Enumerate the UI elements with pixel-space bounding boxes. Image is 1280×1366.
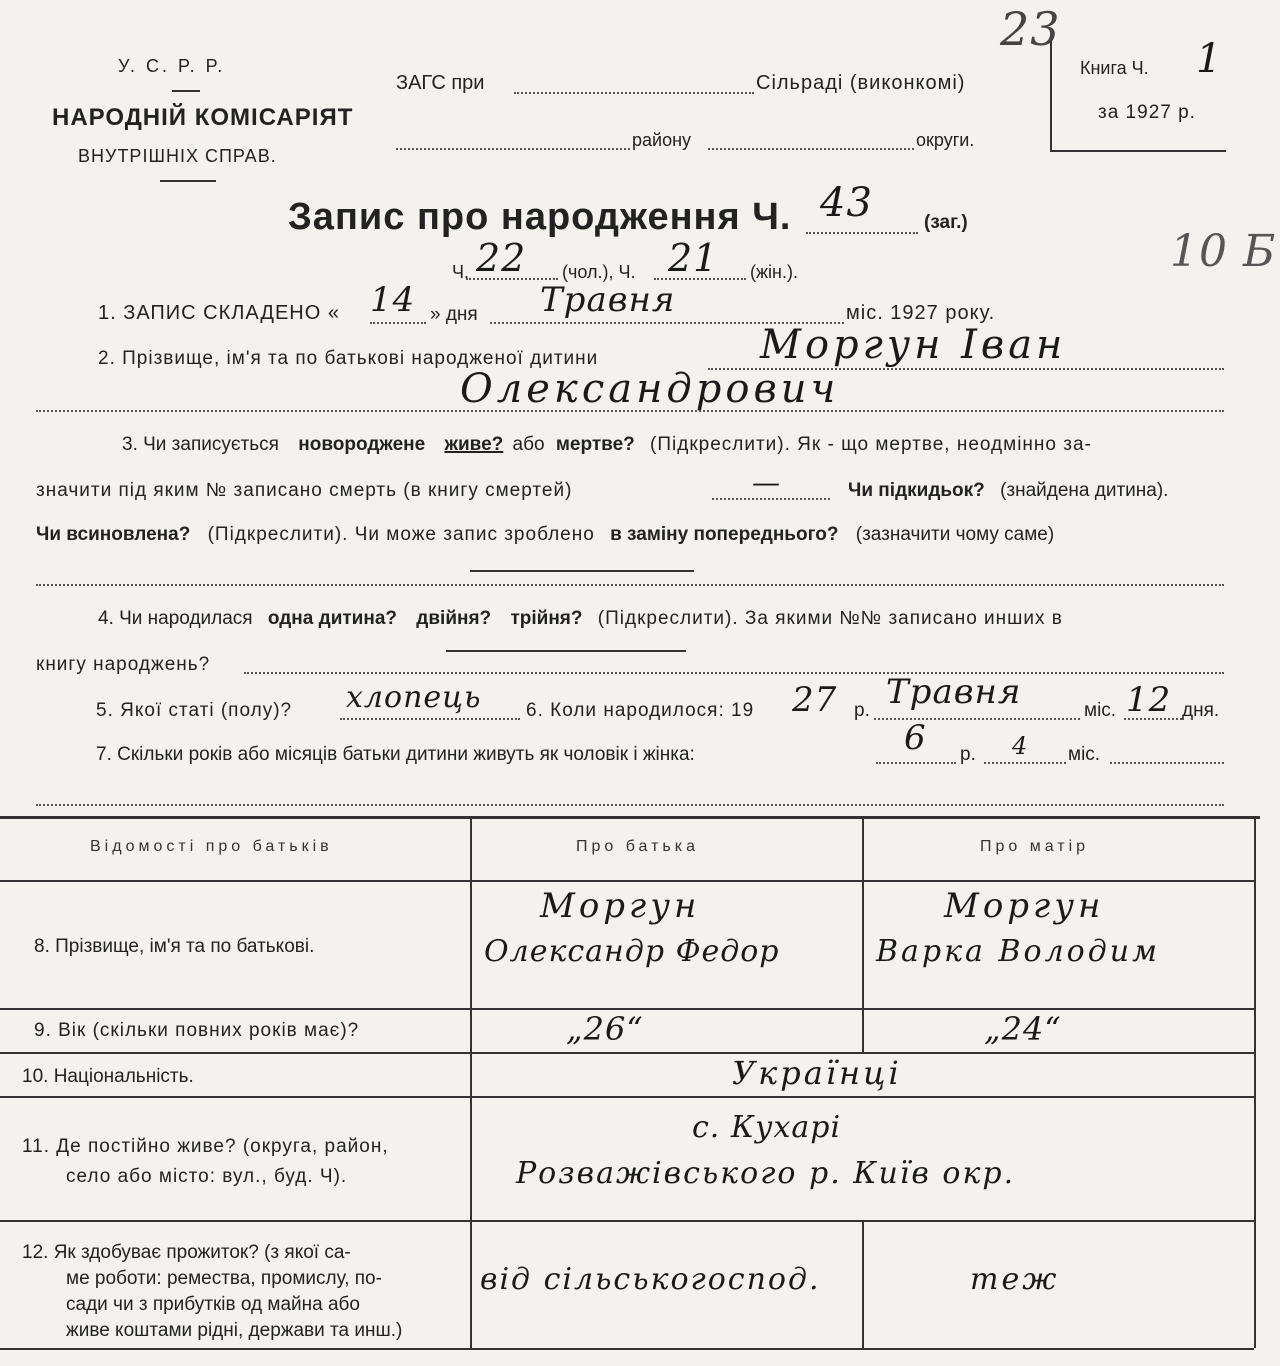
- nationality: Українці: [732, 1054, 902, 1092]
- item-3-replacement-q: (Підкреслити). Чи може запис зроблено: [207, 524, 595, 545]
- divider: [172, 90, 200, 92]
- book-label: Книга Ч.: [1080, 58, 1149, 78]
- row-8-label: 8. Прізвище, ім'я та по батькові.: [34, 936, 315, 957]
- item-5-line: [340, 718, 520, 720]
- commissariat-title: НАРОДНІЙ КОМІСАРІЯТ: [52, 104, 354, 131]
- row-11-label-2: село або місто: вул., буд. Ч).: [66, 1166, 348, 1187]
- item-7-end-line: [1110, 762, 1224, 764]
- row-11-label-1: 11. Де постійно живе? (округа, район,: [22, 1136, 389, 1157]
- row-10-bottom: [0, 1096, 1254, 1098]
- book-box-border: [1050, 150, 1226, 152]
- item-1-month: Травня: [540, 280, 676, 320]
- total-suffix: (заг.): [924, 212, 968, 233]
- child-name-line-2: Олександрович: [460, 366, 840, 412]
- item-3-q-a: 3. Чи записується: [122, 434, 279, 455]
- item-4-line: [244, 672, 1224, 674]
- item-3-line-1: [122, 434, 1092, 456]
- item-3-replacement: в заміну попереднього?: [610, 524, 839, 545]
- row-12-label-1: 12. Як здобуває прожиток? (з якої са-: [22, 1242, 351, 1263]
- item-3-dead: мертве?: [555, 434, 635, 455]
- item-3-line-2-end: [848, 480, 1168, 502]
- child-name-line-1: Моргун Іван: [760, 322, 1067, 368]
- zags-line: [514, 92, 754, 94]
- item-3-reason: (зазначити чому саме): [855, 524, 1055, 545]
- col-divider-1: [470, 816, 472, 1348]
- col-divider-2a: [862, 816, 864, 1052]
- father-occupation: від сільськогоспод.: [480, 1262, 821, 1297]
- row-10-label: 10. Національність.: [22, 1066, 194, 1087]
- year-label: за 1927 р.: [1098, 102, 1196, 123]
- book-box-border: [1050, 40, 1052, 150]
- divider: [160, 180, 216, 182]
- col-divider-2b: [862, 1220, 864, 1348]
- department-label: ВНУТРІШНІХ СПРАВ.: [78, 146, 277, 166]
- item-7-blank-line: [36, 804, 1224, 806]
- item-3-instruction: (Підкреслити). Як - що мертве, неодмінно за-: [650, 434, 1092, 455]
- book-number: 1: [1196, 36, 1223, 82]
- district-label: району: [632, 130, 692, 150]
- female-number: 21: [668, 236, 719, 280]
- item-1-day-line: [370, 322, 426, 324]
- item-4-line-2: книгу народжень?: [36, 654, 211, 675]
- item-5-label: 5. Якої статі (полу)?: [96, 700, 293, 721]
- item-3-alive: живе?: [444, 434, 504, 455]
- item-1-label: 1. ЗАПИС СКЛАДЕНО «: [98, 302, 340, 324]
- item-4-q: 4. Чи народилася: [98, 608, 253, 629]
- total-number: 43: [820, 180, 873, 226]
- header-mother: Про матір: [980, 838, 1090, 855]
- village-council-label: Сільраді (виконкомі): [756, 72, 966, 94]
- total-number-line: [806, 232, 918, 234]
- item-7-months-line: [984, 762, 1066, 764]
- item-4-twins: двійня?: [416, 608, 492, 629]
- zags-label: ЗАГС при: [396, 72, 485, 94]
- okruha-label: округи.: [916, 130, 975, 150]
- birth-month: Травня: [886, 672, 1022, 712]
- row-12-label-4: живе коштами рідні, держави та инш.): [66, 1320, 403, 1341]
- item-7-r: р.: [960, 744, 976, 765]
- item-4-others: (Підкреслити). За якими №№ записано инших в: [597, 608, 1063, 629]
- item-3-foundling: Чи підкидьок?: [848, 480, 985, 501]
- handwritten-dash: [470, 570, 694, 572]
- row-11-bottom: [0, 1220, 1254, 1222]
- item-6-r: р.: [854, 700, 870, 721]
- mother-name: Варка Володим: [876, 934, 1160, 969]
- header-father: Про батька: [576, 838, 699, 855]
- item-3-death-value: —: [752, 466, 781, 499]
- mother-surname: Моргун: [944, 886, 1105, 926]
- female-suffix: (жін.).: [750, 262, 798, 282]
- item-1-end: міс. 1927 року.: [846, 302, 996, 324]
- item-6-label: 6. Коли народилося: 19: [526, 700, 755, 721]
- table-bottom: [0, 1348, 1254, 1350]
- item-3-newborn: новороджене: [298, 434, 426, 455]
- table-header-bottom: [0, 880, 1254, 882]
- item-3-adopted: Чи всиновлена?: [36, 524, 191, 545]
- residence-village: с. Кухарі: [692, 1110, 842, 1145]
- item-2-label: 2. Прізвище, ім'я та по батькові народженої дитини: [98, 348, 599, 369]
- item-1-day: 14: [370, 280, 416, 320]
- male-suffix: (чол.), Ч.: [562, 262, 636, 282]
- table-right: [1254, 816, 1256, 1348]
- header-info: Відомості про батьків: [90, 838, 333, 855]
- table-top: [0, 816, 1260, 819]
- handwritten-underline: [446, 650, 686, 652]
- item-3-or: або: [512, 434, 545, 455]
- item-3-line-4: [36, 584, 1224, 586]
- corner-archive-mark: 23: [1000, 2, 1061, 56]
- item-6-mis: міс.: [1084, 700, 1117, 721]
- row-9-label: 9. Вік (скільки повних років має)?: [34, 1020, 360, 1041]
- side-archive-mark: 10 Б: [1170, 226, 1277, 277]
- item-3-line-2-text: значити під яким № записано смерть (в книгу смертей): [36, 480, 573, 501]
- row-9-bottom: [0, 1052, 1254, 1054]
- child-sex: хлопець: [346, 680, 482, 715]
- birth-day: 12: [1126, 680, 1172, 720]
- district-line: [396, 148, 630, 150]
- item-7-label: 7. Скільки років або місяців батьки дитини живуть як чоловік і жінка:: [96, 744, 695, 765]
- item-1-mid: » дня: [430, 304, 478, 325]
- item-7-years-line: [876, 762, 956, 764]
- row-12-label-3: сади чи з прибутків од майна або: [66, 1294, 360, 1315]
- okruha-line: [708, 148, 914, 150]
- item-6-dnia: дня.: [1182, 700, 1220, 721]
- father-name: Олександр Федор: [484, 934, 780, 969]
- mother-occupation: теж: [970, 1262, 1060, 1297]
- republic-label: У. С. Р. Р.: [118, 56, 226, 76]
- marriage-years: 6: [904, 718, 927, 758]
- marriage-months: 4: [1012, 732, 1029, 760]
- male-number: 22: [476, 236, 527, 280]
- father-age: „26“: [566, 1010, 644, 1048]
- document-title: Запис про народження Ч.: [288, 196, 792, 238]
- item-4-single: одна дитина?: [267, 608, 398, 629]
- mother-age: „24“: [984, 1010, 1062, 1048]
- item-4-line-1: [98, 608, 1063, 630]
- father-surname: Моргун: [540, 886, 701, 926]
- birth-year: 27: [792, 680, 838, 720]
- row-12-label-2: ме роботи: ремества, промислу, по-: [66, 1268, 382, 1289]
- item-4-triplets: трійня?: [510, 608, 583, 629]
- item-3-line-3: [36, 524, 1054, 546]
- male-label: Ч.: [452, 262, 469, 282]
- residence-district: Розважівського р. Київ окр.: [516, 1156, 1016, 1191]
- item-3-found-child: (знайдена дитина).: [1000, 480, 1169, 501]
- item-7-mis: міс.: [1068, 744, 1101, 765]
